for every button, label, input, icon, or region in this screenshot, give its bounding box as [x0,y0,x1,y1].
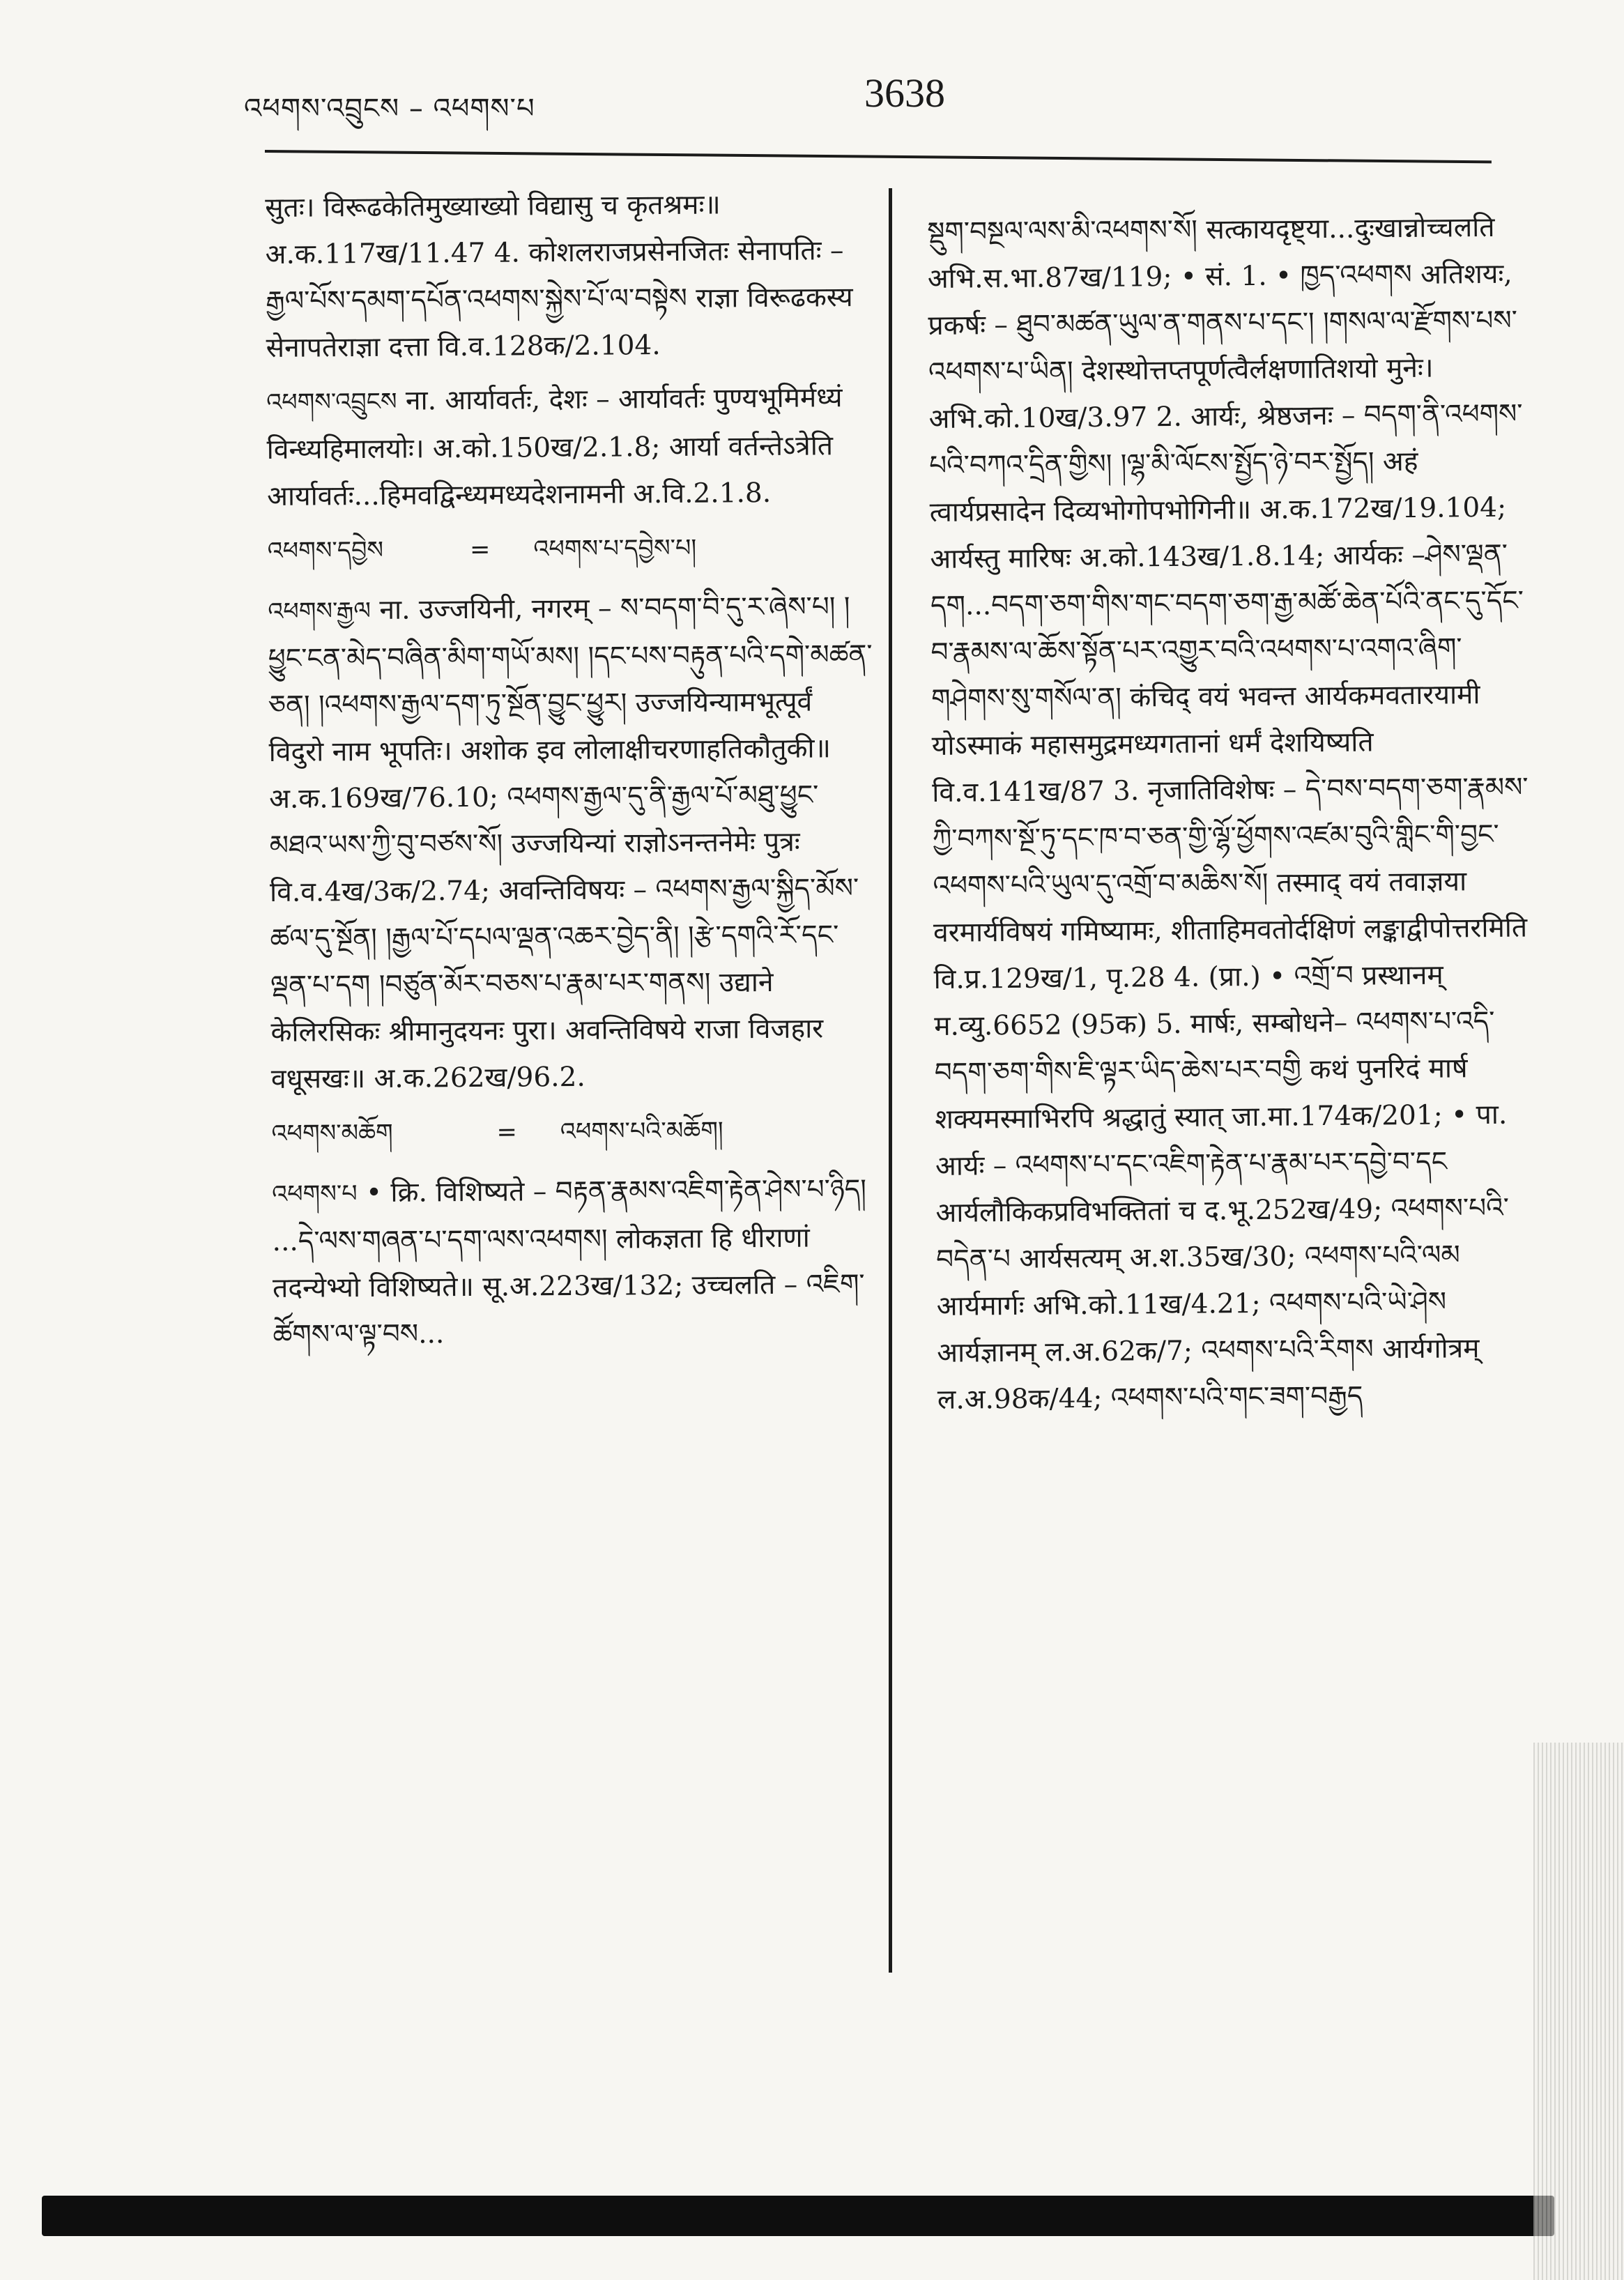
xref-equals: = [469,535,491,564]
dictionary-entry [265,181,873,372]
xref-headword: འཕགས་དབྱེས [267,536,384,565]
xref-target: འཕགས་པའི་མཆོག། [560,1117,723,1147]
entry-body: སྡུག་བསྔལ་ལས་མི་འཕགས་སོ། सत्कायदृष्ट्या...दुःखान्नोच्चलति अभि.स.भा.87ख/119; • सं. 1. • ཁྱད་འཕགས अतिशयः, प्रकर्षः – ཐུབ་མཚན་ཡུལ་ན་གནས་པ་དང་། །གསལ་ལ་རྫོགས་པས་འཕགས་པ་ཡིན། देशस्थोत्तप्तपूर्णत्वैर्लक्षणातिशयो मुनेः। अभि.को.10ख/3.97 2. आर्यः, श्रेष्ठजनः – བདག་ནི་འཕགས་པའི་བཀའ་དྲིན་གྱིས། །ལྷ་མི་ལོངས་སྤྱོད་ཉེ་བར་སྤྱོད། अहं त्वार्यप्रसादेन दिव्यभोगोपभोगिनी॥ अ.क.172ख/19.104; आर्यस्तु मारिषः अ.को.143ख/1.8.14; आर्यकः –ཤེས་ལྡན་དག...བདག་ཅག་གིས་གང་བདག་ཅག་རྒྱ་མཚོ་ཆེན་པོའི་ནང་དུ་དོང་བ་རྣམས་ལ་ཆོས་སྟོན་པར་འགྱུར་བའི་འཕགས་པ་འགའ་ཞིག་གཤེགས་སུ་གསོལ་ན། कंचिद् वयं भवन्त आर्यकमवतारयामी योऽस्माकं महासमुद्रमध्यगतानां धर्मं देशयिष्यति वि.व.141ख/87 3. नृजातिविशेषः – དེ་བས་བདག་ཅག་རྣམས་ཀྱི་བཀས་སྔོ་ཏུ་དང་ཁ་བ་ཅན་གྱི་ལྷོ་ཕྱོགས་འཛམ་བུའི་གླིང་གི་བྱང་འཕགས་པའི་ཡུལ་དུ་འགྲོ་བ་མཆིས་སོ། तस्माद् वयं तवाज्ञया वरमार्यविषयं गमिष्यामः, शीताहिमवतोर्दक्षिणं लङ्काद्वीपोत्तरमिति वि.प्र.129ख/1, पृ.28 4. (प्रा.) • འགྲོ་བ प्रस्थानम् म.व्यु.6652 (95क) 5. मार्षः, सम्बोधने– འཕགས་པ་འདི་བདག་ཅག་གིས་ཇི་ལྟར་ཡིད་ཆེས་པར་བགྱི कथं पुनरिदं मार्ष शक्यमस्माभिरपि श्रद्धातुं स्यात् जा.मा.174क/201; • पा. आर्यः – འཕགས་པ་དང་འཇིག་རྟེན་པ་རྣམ་པར་དབྱེ་བ་དང आर्यलौकिकप्रविभक्तितां च द.भू.252ख/49; འཕགས་པའི་བདེན་པ आर्यसत्यम् अ.श.35ख/30; འཕགས་པའི་ལམ आर्यमार्गः अभि.को.11ख/4.21; འཕགས་པའི་ཡེ་ཤེས आर्यज्ञानम् ल.अ.62क/7; འཕགས་པའི་རིགས आर्यगोत्रम् ल.अ.98क/44; འཕགས་པའི་གང་ཟག་བརྒྱད [927,211,1529,1416]
cross-reference [271,1105,878,1158]
xref-target: འཕགས་པ་དབྱེས་པ། [533,534,697,564]
dictionary-entry [266,374,873,520]
entry-headword: འཕགས་རྒྱལ [268,597,371,626]
entry-body: ना. आर्यावर्तः, देशः – आर्यावर्तः पुण्यभूमिर्मध्यं विन्ध्यहिमालयोः। अ.को.150ख/2.1.8; आर्या वर्तन्तेऽत्रेति आर्यावर्तः...हिमवद्विन्ध्यमध्यदेशनामनी अ.वि.2.1.8. [266,382,843,512]
entry-headword: འཕགས་པ [271,1180,358,1209]
entry-body: • क्रि. विशिष्यते – བརྟན་རྣམས་འཇིག་རྟེན་ཤེས་པ་ཉིད། ...དེ་ལས་གཞན་པ་དག་ལས་འཕགས། लोकज्ञता हि धीराणां तदन्येभ्यो विशिष्यते॥ सू.अ.223ख/132; उच्चलति – འཇིག་ཚོགས་ལ་ལྟ་བས... [272,1174,867,1351]
entry-body: सुतः। विरूढकेतिमुख्याख्यो विद्यासु च कृतश्रमः॥ अ.क.117ख/11.47 4. कोशलराजप्रसेनजितः सेनापतिः – རྒྱལ་པོས་དམག་དཔོན་འཕགས་སྐྱེས་པོ་ལ་བསྟེས राज्ञा विरूढकस्य सेनापतेराज्ञा दत्ता वि.व.128क/2.104. [265,189,853,364]
right-column [927,204,1544,1430]
scan-edge-artifact [1533,1743,1624,2280]
dictionary-entry [268,583,878,1103]
page-number: 3638 [864,70,945,116]
dictionary-entry [927,204,1544,1423]
dictionary-entry [272,1166,880,1359]
entry-body: ना. उज्जयिनी, नगरम् – ས་བདག་བི་དུ་ར་ཞེས་པ། །ཕྱུང་ངན་མེད་བཞིན་མིག་གཡོ་མས། །དང་པས་བརྟུན་པའི་དགེ་མཚན་ཅན། །འཕགས་རྒྱལ་དག་ཏུ་སྔོན་བྱུང་ཕྱུར། उज्जयिन्यामभूत्पूर्वं विदुरो नाम भूपतिः। अशोक इव लोलाक्षीचरणाहतिकौतुकी॥ अ.क.169ख/76.10; འཕགས་རྒྱལ་དུ་ནི་རྒྱལ་པོ་མཐུ་ཕྱུང་མཐའ་ཡས་ཀྱི་བུ་བཙས་སོ། उज्जयिन्यां राज्ञोऽनन्तनेमेः पुत्रः वि.व.4ख/3क/2.74; अवन्तिविषयः – འཕགས་རྒྱལ་སྐྱིད་མོས་ཚལ་དུ་སྔོན། །རྒྱལ་པོ་དཔལ་ལྡན་འཆར་བྱེད་ནི། །རྩེ་དགའི་རོ་དང་ལྡན་པ་དག །བཙུན་མོར་བཅས་པ་རྣམ་པར་གནས། उद्याने केलिरसिकः श्रीमानुदयनः पुरा। अवन्तिविषये राजा विजहार वधूसखः॥ अ.क.262ख/96.2. [268,591,873,1095]
xref-headword: འཕགས་མཆོག [271,1119,393,1148]
column-divider [889,188,892,1973]
cross-reference [267,523,873,575]
running-head: འཕགས་འབྲུངས – འཕགས་པ [244,93,535,125]
header-rule [265,150,1492,163]
scan-border-bar [42,2196,1554,2236]
xref-equals: = [496,1118,517,1147]
entry-headword: འཕགས་འབྲུངས [266,388,397,417]
left-column [265,181,880,1365]
